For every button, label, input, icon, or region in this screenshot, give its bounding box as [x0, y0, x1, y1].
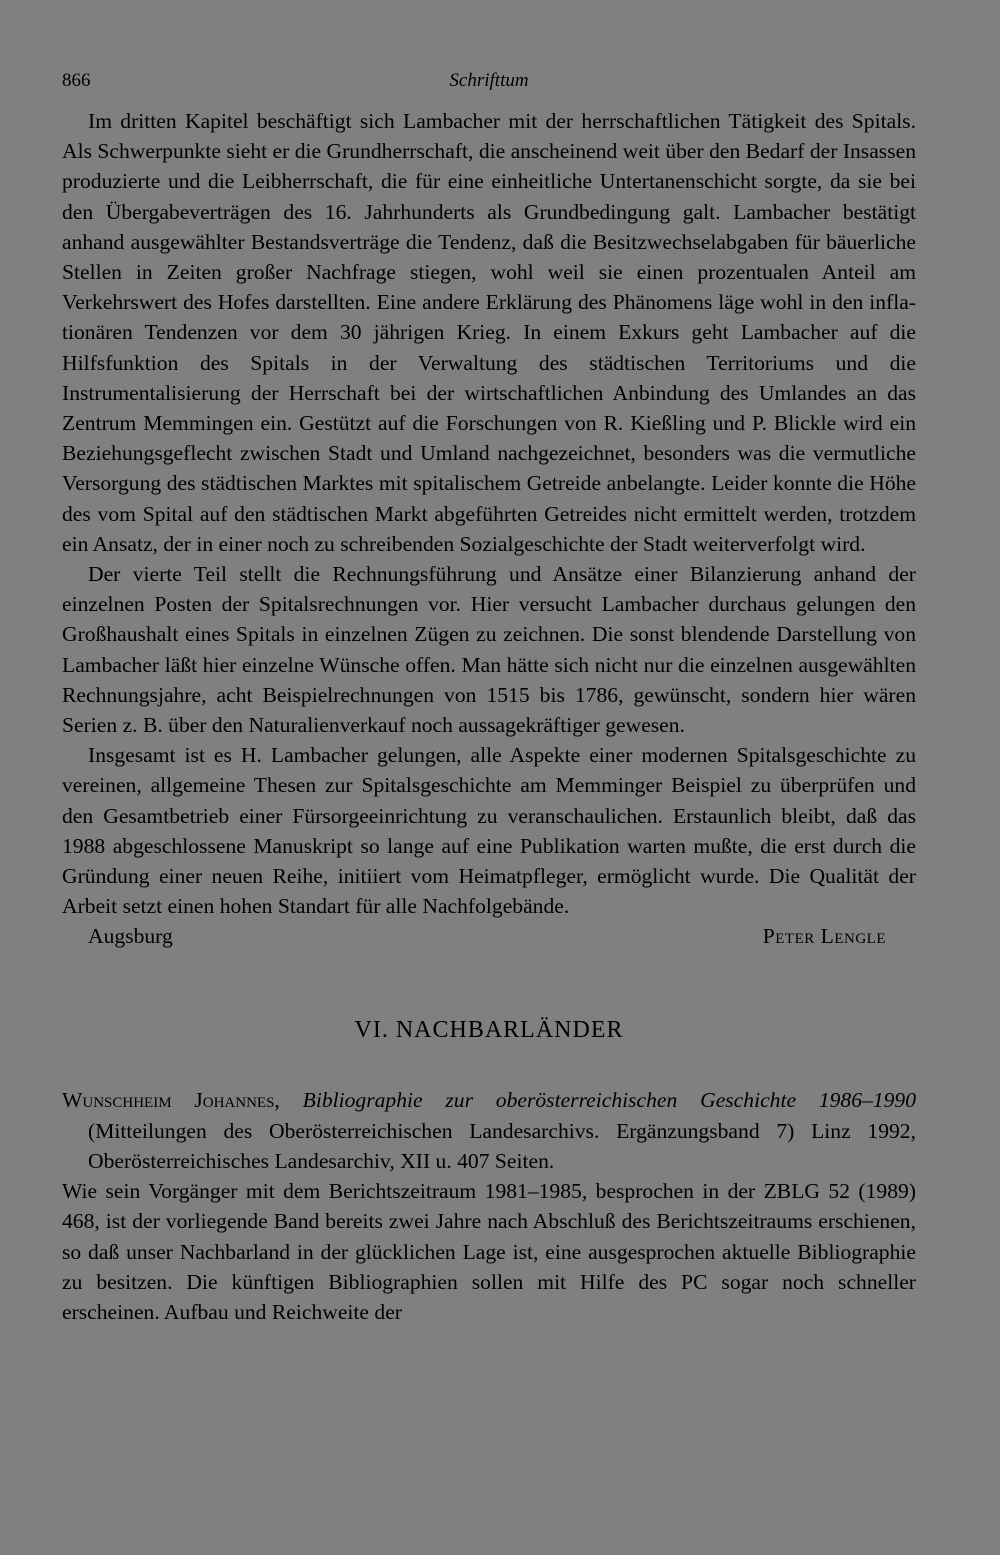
review-paragraph-2: Der vierte Teil stellt die Rechnungsführung und Ansätze einer Bilanzierung anhand der einzelnen Posten der Spitalsrechnungen vor. Hier versucht Lambacher durchaus gelungen den Großhaushalt eines Spitals in einzelnen Zügen zu zeichnen. Die sonst blendende Darstellung von Lambacher läßt hier einzelne Wünsche offen. Man hätte sich nicht nur die einzelnen ausgewählten Rechnungsjahre, acht Beispielrechnungen von 1515 bis 1786, gewünscht, sondern hier wären Serien z. B. über den Naturalienverkauf noch aussagekräftiger gewesen.: [62, 562, 916, 738]
bibliography-title: Bibliographie zur oberösterreichischen Geschichte 1986–1990: [302, 1088, 917, 1113]
section-heading: VI. NACHBARLÄNDER: [354, 1017, 624, 1044]
review-paragraph-1: Im dritten Kapitel beschäftigt sich Lambacher mit der herrschaftlichen Tätigkeit des Spitals. Als Schwerpunkte sieht er die Grundherrschaft, die anscheinend weit über den Bedarf der Insassen produzierte und die Leibherrschaft, die für eine einheitliche Untertanenschicht sorgte, da sie bei den Übergabeverträgen des 16. Jahrhunderts als Grundbedingung galt. Lambacher bestätigt anhand ausgewählter Bestandsverträge die Tendenz, daß die Besitzwechselabgaben für bäuerliche Stellen in Zeiten großer Nachfrage stiegen, wohl weil sie einen prozentualen Anteil am Verkehrswert des Hofes darstellten. Eine andere Erklärung des Phänomens läge wohl in den inflationären Tendenzen vor dem 30 jährigen Krieg. In einem Exkurs geht Lambacher auf die Hilfsfunktion des Spitals in der Verwaltung des städtischen Territoriums und die Instrumentalisierung der Herrschaft bei der wirtschaftlichen Anbindung des Umlandes an das Zentrum Memmingen ein. Gestützt auf die Forschungen von R. Kießling und P. Blickle wird ein Beziehungsgeflecht zwischen Stadt und Umland nachgezeichnet, besonders was die vermutliche Versorgung des städtischen Marktes mit spitalischem Getreide anbelangte. Leider konnte die Höhe des vom Spital auf den städtischen Markt abgeführten Getreides nicht ermittelt werden, trotzdem ein Ansatz, der in einer noch zu schreibenden Sozialgeschichte der Stadt weiterverfolgt wird.: [62, 109, 916, 556]
page-number: 866: [62, 70, 91, 91]
book-page: [62, 66, 916, 1526]
bibliography-details: (Mitteilungen des Oberösterreichischen Landesarchivs. Ergänzungsband 7) Linz 1992, Oberösterreichisches Landesarchiv, XII u. 407 Seiten.: [88, 1118, 916, 1173]
review-paragraph-3: Insgesamt ist es H. Lambacher gelungen, alle Aspekte einer modernen Spitalsgeschichte zu vereinen, allgemeine Thesen zur Spitalsgeschichte am Memminger Beispiel zu überprüfen und den Gesamtbetrieb einer Fürsorgeeinrichtung zu veranschaulichen. Erstaunlich bleibt, daß das 1988 abgeschlossene Manuskript so lange auf eine Publikation warten mußte, die erst durch die Gründung einer neuen Reihe, initiiert vom Heimatpfleger, ermöglicht wurde. Die Qualität der Arbeit setzt einen hohen Standart für alle Nachfolgebände.: [62, 743, 916, 919]
running-title: Schrifttum: [449, 70, 529, 91]
bibliography-author: Wunschheim Johannes,: [62, 1088, 280, 1113]
review-2-paragraph: Wie sein Vorgänger mit dem Berichtszeitraum 1981–1985, besprochen in der ZBLG 52 (1989) 468, ist der vorliegende Band bereits zwei Jahre nach Abschluß des Berichtszeitraums erschienen, so daß unser Nachbarland in der glücklichen Lage ist, eine ausgesprochen aktuelle Bibliographie zu besitzen. Die künftigen Bibliographien sollen mit Hilfe des PC sogar noch schneller erscheinen. Aufbau und Reichweite der: [62, 1179, 916, 1324]
bibliography-entry: [62, 1085, 916, 1176]
review-signature: [62, 921, 916, 951]
page-header: [62, 66, 916, 106]
review-body: [62, 106, 916, 921]
signature-place: Augsburg: [88, 924, 173, 949]
signature-author: Peter Lengle: [762, 924, 886, 949]
